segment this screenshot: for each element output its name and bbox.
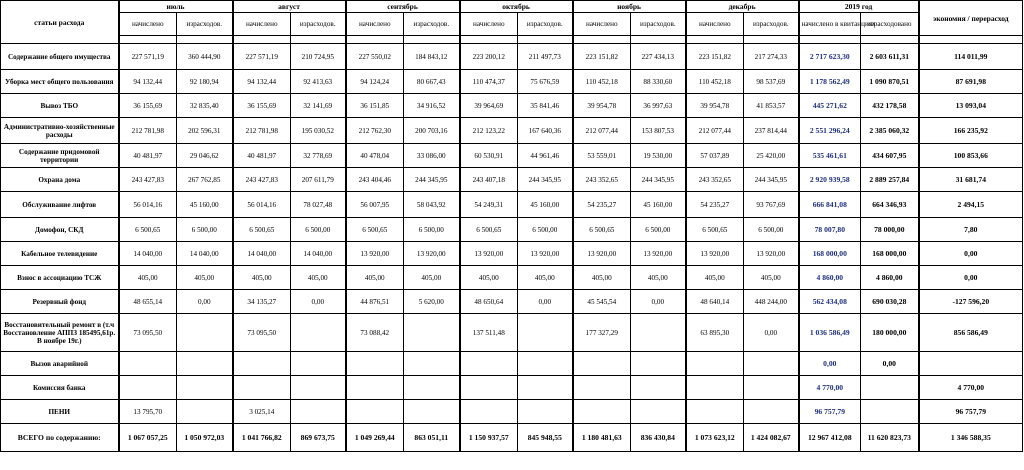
cell-year-charged: 666 841,08: [799, 192, 861, 218]
cell-charged: 34 135,27: [233, 290, 291, 314]
cell-spent: 78 027,48: [291, 192, 346, 218]
row-label: ПЕНИ: [1, 400, 119, 424]
cell-charged: 13 920,00: [460, 242, 518, 266]
subheader-spent: израсходов.: [291, 13, 346, 36]
cell-spent: 405,00: [518, 266, 573, 290]
cell-year-charged: 4 770,00: [799, 376, 861, 400]
cell-spent: 98 537,69: [744, 70, 799, 94]
cell-year-charged: 0,00: [799, 352, 861, 376]
cell-charged: [119, 376, 177, 400]
cell-charged: 48 655,14: [119, 290, 177, 314]
table-row: [1, 376, 1023, 400]
cell-economy: 114 011,99: [919, 44, 1023, 70]
cell-spent: [744, 376, 799, 400]
table-row: [1, 242, 1023, 266]
cell-spent: 0,00: [177, 290, 233, 314]
cell-spent: 405,00: [291, 266, 346, 290]
subheader-charged: начислено: [346, 13, 404, 36]
cell-charged: 243 427,83: [233, 168, 291, 192]
cell-spent: 244 345,95: [518, 168, 573, 192]
cell-year-charged: 2 920 939,58: [799, 168, 861, 192]
cell-charged: 223 200,12: [460, 44, 518, 70]
cell-charged: 212 781,98: [119, 118, 177, 144]
cell-year-charged: 2 551 296,24: [799, 118, 861, 144]
cell-charged: 56 014,16: [119, 192, 177, 218]
month-header-august: август: [233, 1, 346, 13]
cell-charged: [346, 352, 404, 376]
cell-spent: 5 620,00: [404, 290, 460, 314]
cell-year-spent: 2 889 257,84: [861, 168, 919, 192]
total-charged: 1 150 937,57: [460, 424, 518, 452]
cell-charged: 60 530,91: [460, 144, 518, 168]
cell-charged: 405,00: [573, 266, 631, 290]
cell-spent: 195 030,52: [291, 118, 346, 144]
cell-spent: 0,00: [291, 290, 346, 314]
cell-year-spent: 2 603 611,31: [861, 44, 919, 70]
cell-spent: 244 345,95: [744, 168, 799, 192]
subheader-spent: израсходов.: [744, 13, 799, 36]
cell-year-spent: 4 860,00: [861, 266, 919, 290]
cell-year-spent: [861, 376, 919, 400]
cell-spent: 32 835,40: [177, 94, 233, 118]
cell-year-spent: 1 090 870,51: [861, 70, 919, 94]
month-header-october: октябрь: [460, 1, 573, 13]
month-header-september: сентябрь: [346, 1, 460, 13]
row-label: Административно-хозяйственные расходы: [1, 118, 119, 144]
cell-year-charged: 4 860,00: [799, 266, 861, 290]
cell-spent: 0,00: [518, 290, 573, 314]
row-label: Восстановительный ремонт в (т.ч Восстановление АППЗ 185495,61р. В ноябре 19г.): [1, 314, 119, 352]
table-row: [1, 70, 1023, 94]
cell-charged: [460, 352, 518, 376]
cell-spent: [177, 314, 233, 352]
cell-spent: 448 244,00: [744, 290, 799, 314]
table-body: [1, 44, 1023, 452]
row-label: Взнос в ассоциацию ТСЖ: [1, 266, 119, 290]
cell-charged: 44 876,51: [346, 290, 404, 314]
table-row: [1, 314, 1023, 352]
table-row: [1, 218, 1023, 242]
cell-charged: 36 151,85: [346, 94, 404, 118]
cell-charged: 243 404,46: [346, 168, 404, 192]
table-row: [1, 168, 1023, 192]
cell-charged: 14 040,00: [233, 242, 291, 266]
cell-charged: [346, 400, 404, 424]
cell-year-charged: 445 271,62: [799, 94, 861, 118]
cell-charged: 14 040,00: [119, 242, 177, 266]
cell-charged: 94 132,44: [233, 70, 291, 94]
cell-spent: 45 160,00: [518, 192, 573, 218]
cell-charged: 212 123,22: [460, 118, 518, 144]
subheader-charged: начислено: [460, 13, 518, 36]
cell-spent: 211 497,73: [518, 44, 573, 70]
total-row: [1, 424, 1023, 452]
cell-charged: 212 762,30: [346, 118, 404, 144]
cell-year-spent: 180 000,00: [861, 314, 919, 352]
cell-spent: [404, 352, 460, 376]
cell-year-charged: 2 717 623,30: [799, 44, 861, 70]
cell-charged: 39 954,78: [686, 94, 744, 118]
cell-spent: [518, 376, 573, 400]
cell-spent: [291, 400, 346, 424]
row-label: Охрана дома: [1, 168, 119, 192]
cell-charged: 56 014,16: [233, 192, 291, 218]
month-header-november: ноябрь: [573, 1, 686, 13]
row-label: Вызов аварийной: [1, 352, 119, 376]
subheader-charged: начислено: [686, 13, 744, 36]
subheader-year-spent: израсходовано: [861, 13, 919, 36]
cell-spent: 36 997,63: [631, 94, 686, 118]
cell-spent: 267 762,85: [177, 168, 233, 192]
cell-charged: 36 155,69: [233, 94, 291, 118]
cell-charged: 405,00: [119, 266, 177, 290]
cell-spent: 184 843,12: [404, 44, 460, 70]
cell-spent: 6 500,00: [177, 218, 233, 242]
cell-spent: [631, 400, 686, 424]
cell-year-charged: 96 757,79: [799, 400, 861, 424]
cell-charged: 57 037,89: [686, 144, 744, 168]
cell-charged: 6 500,65: [233, 218, 291, 242]
cell-charged: [573, 352, 631, 376]
table-row: [1, 94, 1023, 118]
cell-charged: 227 571,19: [233, 44, 291, 70]
row-label: Обслуживание лифтов: [1, 192, 119, 218]
cell-spent: 32 141,69: [291, 94, 346, 118]
cell-spent: [631, 352, 686, 376]
cell-spent: 92 180,94: [177, 70, 233, 94]
cell-charged: 48 650,64: [460, 290, 518, 314]
total-spent: 836 430,84: [631, 424, 686, 452]
cell-charged: 6 500,65: [573, 218, 631, 242]
cell-spent: 29 046,62: [177, 144, 233, 168]
cell-year-charged: 1 178 562,49: [799, 70, 861, 94]
cell-charged: [233, 352, 291, 376]
cell-spent: [291, 314, 346, 352]
cell-spent: 405,00: [631, 266, 686, 290]
cell-year-spent: 664 346,93: [861, 192, 919, 218]
total-spent: 863 051,11: [404, 424, 460, 452]
cell-charged: [686, 400, 744, 424]
cell-spent: 360 444,90: [177, 44, 233, 70]
total-year-spent: 11 620 823,73: [861, 424, 919, 452]
cell-spent: 13 920,00: [404, 242, 460, 266]
table-row: [1, 400, 1023, 424]
cell-charged: [460, 400, 518, 424]
cell-charged: 405,00: [346, 266, 404, 290]
cell-charged: 73 095,50: [233, 314, 291, 352]
cell-charged: 405,00: [686, 266, 744, 290]
total-charged: 1 067 057,25: [119, 424, 177, 452]
cell-economy: 7,80: [919, 218, 1023, 242]
cell-spent: 6 500,00: [631, 218, 686, 242]
cell-spent: 13 920,00: [744, 242, 799, 266]
subheader-spent: израсходов.: [404, 13, 460, 36]
cell-economy: 0,00: [919, 242, 1023, 266]
cell-year-spent: 0,00: [861, 352, 919, 376]
cell-charged: [233, 376, 291, 400]
cell-charged: 39 964,69: [460, 94, 518, 118]
table-row: [1, 352, 1023, 376]
table-row: [1, 266, 1023, 290]
cell-charged: [686, 376, 744, 400]
cell-charged: 63 895,30: [686, 314, 744, 352]
total-economy: 1 346 588,35: [919, 424, 1023, 452]
cell-economy: 13 093,04: [919, 94, 1023, 118]
cell-economy: 856 586,49: [919, 314, 1023, 352]
table-row: [1, 118, 1023, 144]
cell-spent: [518, 352, 573, 376]
table-row: [1, 144, 1023, 168]
cell-economy: 87 691,98: [919, 70, 1023, 94]
cell-spent: 93 767,69: [744, 192, 799, 218]
cell-charged: 177 327,29: [573, 314, 631, 352]
cell-charged: 54 235,27: [573, 192, 631, 218]
cell-charged: [346, 376, 404, 400]
total-charged: 1 180 481,63: [573, 424, 631, 452]
cell-spent: 210 724,95: [291, 44, 346, 70]
row-label: Комиссия банка: [1, 376, 119, 400]
cell-spent: 244 345,95: [631, 168, 686, 192]
cell-year-charged: 562 434,08: [799, 290, 861, 314]
cell-year-spent: 168 000,00: [861, 242, 919, 266]
cell-spent: 35 841,46: [518, 94, 573, 118]
total-spent: 1 424 082,67: [744, 424, 799, 452]
cell-year-charged: 535 461,61: [799, 144, 861, 168]
cell-charged: 56 007,95: [346, 192, 404, 218]
cell-charged: 243 407,18: [460, 168, 518, 192]
cell-spent: [744, 400, 799, 424]
cell-charged: 73 088,42: [346, 314, 404, 352]
cell-spent: 14 040,00: [291, 242, 346, 266]
cell-spent: [177, 400, 233, 424]
cell-spent: [404, 400, 460, 424]
cell-year-spent: 434 607,95: [861, 144, 919, 168]
cell-charged: 6 500,65: [346, 218, 404, 242]
row-label: Вывоз ТБО: [1, 94, 119, 118]
total-label: ВСЕГО по содержанию:: [1, 424, 119, 452]
cell-charged: 48 640,14: [686, 290, 744, 314]
cell-economy: 2 494,15: [919, 192, 1023, 218]
total-charged: 1 049 269,44: [346, 424, 404, 452]
cell-spent: 153 807,53: [631, 118, 686, 144]
cell-charged: 45 545,54: [573, 290, 631, 314]
row-label: Домофон, СКД: [1, 218, 119, 242]
cell-spent: [177, 376, 233, 400]
cell-charged: 223 151,82: [686, 44, 744, 70]
cell-charged: 13 920,00: [573, 242, 631, 266]
table-row: [1, 290, 1023, 314]
subheader-year-charged: начислено в квитанциях: [799, 13, 861, 36]
cell-charged: 110 452,18: [686, 70, 744, 94]
cell-economy: [919, 352, 1023, 376]
cell-charged: 73 095,50: [119, 314, 177, 352]
cell-spent: 58 043,92: [404, 192, 460, 218]
cell-year-spent: 690 030,28: [861, 290, 919, 314]
cell-charged: 6 500,65: [686, 218, 744, 242]
cell-spent: 13 920,00: [518, 242, 573, 266]
cell-charged: 227 571,19: [119, 44, 177, 70]
cell-charged: [119, 352, 177, 376]
cell-charged: 94 124,24: [346, 70, 404, 94]
cell-charged: 243 352,65: [686, 168, 744, 192]
table-row: [1, 192, 1023, 218]
cell-spent: 6 500,00: [404, 218, 460, 242]
cell-charged: 94 132,44: [119, 70, 177, 94]
cell-spent: 207 611,79: [291, 168, 346, 192]
total-spent: 869 673,75: [291, 424, 346, 452]
cell-spent: 167 640,36: [518, 118, 573, 144]
cell-spent: 0,00: [631, 290, 686, 314]
cell-charged: 405,00: [233, 266, 291, 290]
subheader-charged: начислено: [573, 13, 631, 36]
cell-spent: 13 920,00: [631, 242, 686, 266]
cell-spent: [291, 352, 346, 376]
cell-spent: [631, 314, 686, 352]
cell-charged: 212 077,44: [686, 118, 744, 144]
row-label: Резервный фонд: [1, 290, 119, 314]
cell-spent: 75 676,59: [518, 70, 573, 94]
cell-year-spent: 2 385 060,32: [861, 118, 919, 144]
cell-spent: 202 596,31: [177, 118, 233, 144]
cell-economy: 100 853,66: [919, 144, 1023, 168]
row-label: Уборка мест общего пользования: [1, 70, 119, 94]
cell-spent: [518, 314, 573, 352]
cell-charged: 227 550,02: [346, 44, 404, 70]
economy-header: экономия / перерасход: [919, 1, 1023, 36]
cell-year-charged: 1 036 586,49: [799, 314, 861, 352]
cell-spent: 25 420,00: [744, 144, 799, 168]
row-label: Содержание придомовой территории: [1, 144, 119, 168]
cell-spent: [631, 376, 686, 400]
subheader-charged: начислено: [119, 13, 177, 36]
cell-spent: 6 500,00: [518, 218, 573, 242]
cell-spent: 80 667,43: [404, 70, 460, 94]
cell-spent: 34 916,52: [404, 94, 460, 118]
cell-charged: 110 452,18: [573, 70, 631, 94]
cell-spent: 227 434,13: [631, 44, 686, 70]
cell-charged: 243 352,65: [573, 168, 631, 192]
cell-charged: 3 025,14: [233, 400, 291, 424]
cell-spent: 6 500,00: [291, 218, 346, 242]
cell-charged: 13 920,00: [686, 242, 744, 266]
cell-economy: 166 235,92: [919, 118, 1023, 144]
cell-charged: [460, 376, 518, 400]
spacer-row: [1, 36, 1023, 44]
cell-spent: [404, 376, 460, 400]
cell-charged: 40 481,97: [233, 144, 291, 168]
cell-economy: 31 681,74: [919, 168, 1023, 192]
cell-year-charged: 168 000,00: [799, 242, 861, 266]
cell-spent: [404, 314, 460, 352]
cell-spent: 14 040,00: [177, 242, 233, 266]
cell-charged: 6 500,65: [460, 218, 518, 242]
total-charged: 1 073 623,12: [686, 424, 744, 452]
subheader-charged: начислено: [233, 13, 291, 36]
cell-charged: 243 427,83: [119, 168, 177, 192]
column-header-label: статьи расхода: [1, 1, 119, 44]
row-label: Содержание общего имущества: [1, 44, 119, 70]
cell-charged: 13 920,00: [346, 242, 404, 266]
cell-economy: 0,00: [919, 266, 1023, 290]
cell-economy: -127 596,20: [919, 290, 1023, 314]
cell-year-spent: [861, 400, 919, 424]
cell-spent: 19 530,00: [631, 144, 686, 168]
cell-spent: [744, 352, 799, 376]
cell-economy: 4 770,00: [919, 376, 1023, 400]
cell-charged: 54 249,31: [460, 192, 518, 218]
cell-spent: 244 345,95: [404, 168, 460, 192]
total-spent: 1 050 972,03: [177, 424, 233, 452]
cell-charged: [573, 400, 631, 424]
cell-charged: 405,00: [460, 266, 518, 290]
year-header: 2019 год: [799, 1, 919, 13]
cell-spent: 45 160,00: [177, 192, 233, 218]
cell-year-spent: 432 178,58: [861, 94, 919, 118]
cell-spent: 200 703,16: [404, 118, 460, 144]
month-header-july: июль: [119, 1, 233, 13]
subheader-spent: израсходов.: [518, 13, 573, 36]
cell-charged: 13 795,70: [119, 400, 177, 424]
cell-charged: 40 481,97: [119, 144, 177, 168]
cell-spent: 44 961,46: [518, 144, 573, 168]
row-label: Кабельное телевидение: [1, 242, 119, 266]
cell-charged: [573, 376, 631, 400]
cell-charged: 36 155,69: [119, 94, 177, 118]
cell-spent: 33 086,00: [404, 144, 460, 168]
cell-spent: 88 330,60: [631, 70, 686, 94]
month-header-december: декабрь: [686, 1, 799, 13]
total-year-charged: 12 967 412,08: [799, 424, 861, 452]
subheader-spent: израсходов.: [177, 13, 233, 36]
cell-charged: [686, 352, 744, 376]
cell-spent: 405,00: [404, 266, 460, 290]
cell-charged: 53 559,01: [573, 144, 631, 168]
cell-spent: 237 814,44: [744, 118, 799, 144]
cell-charged: 39 954,78: [573, 94, 631, 118]
cell-spent: [518, 400, 573, 424]
cell-spent: 405,00: [177, 266, 233, 290]
cell-spent: 217 274,33: [744, 44, 799, 70]
cell-spent: 45 160,00: [631, 192, 686, 218]
cell-spent: 41 853,57: [744, 94, 799, 118]
cell-charged: 212 077,44: [573, 118, 631, 144]
cell-spent: 92 413,63: [291, 70, 346, 94]
total-spent: 845 948,55: [518, 424, 573, 452]
cell-economy: 96 757,79: [919, 400, 1023, 424]
cell-charged: 110 474,37: [460, 70, 518, 94]
cell-spent: 405,00: [744, 266, 799, 290]
cell-charged: 223 151,82: [573, 44, 631, 70]
cell-spent: 6 500,00: [744, 218, 799, 242]
cell-charged: 6 500,65: [119, 218, 177, 242]
cell-spent: 0,00: [744, 314, 799, 352]
cell-charged: 212 781,98: [233, 118, 291, 144]
subheader-spent: израсходов.: [631, 13, 686, 36]
cell-spent: 32 778,69: [291, 144, 346, 168]
cell-charged: 137 511,48: [460, 314, 518, 352]
cell-spent: [177, 352, 233, 376]
cell-year-spent: 78 000,00: [861, 218, 919, 242]
cell-year-charged: 78 007,80: [799, 218, 861, 242]
total-charged: 1 041 766,82: [233, 424, 291, 452]
cell-spent: [291, 376, 346, 400]
cell-charged: 54 235,27: [686, 192, 744, 218]
cell-charged: 40 478,04: [346, 144, 404, 168]
table-row: [1, 44, 1023, 70]
